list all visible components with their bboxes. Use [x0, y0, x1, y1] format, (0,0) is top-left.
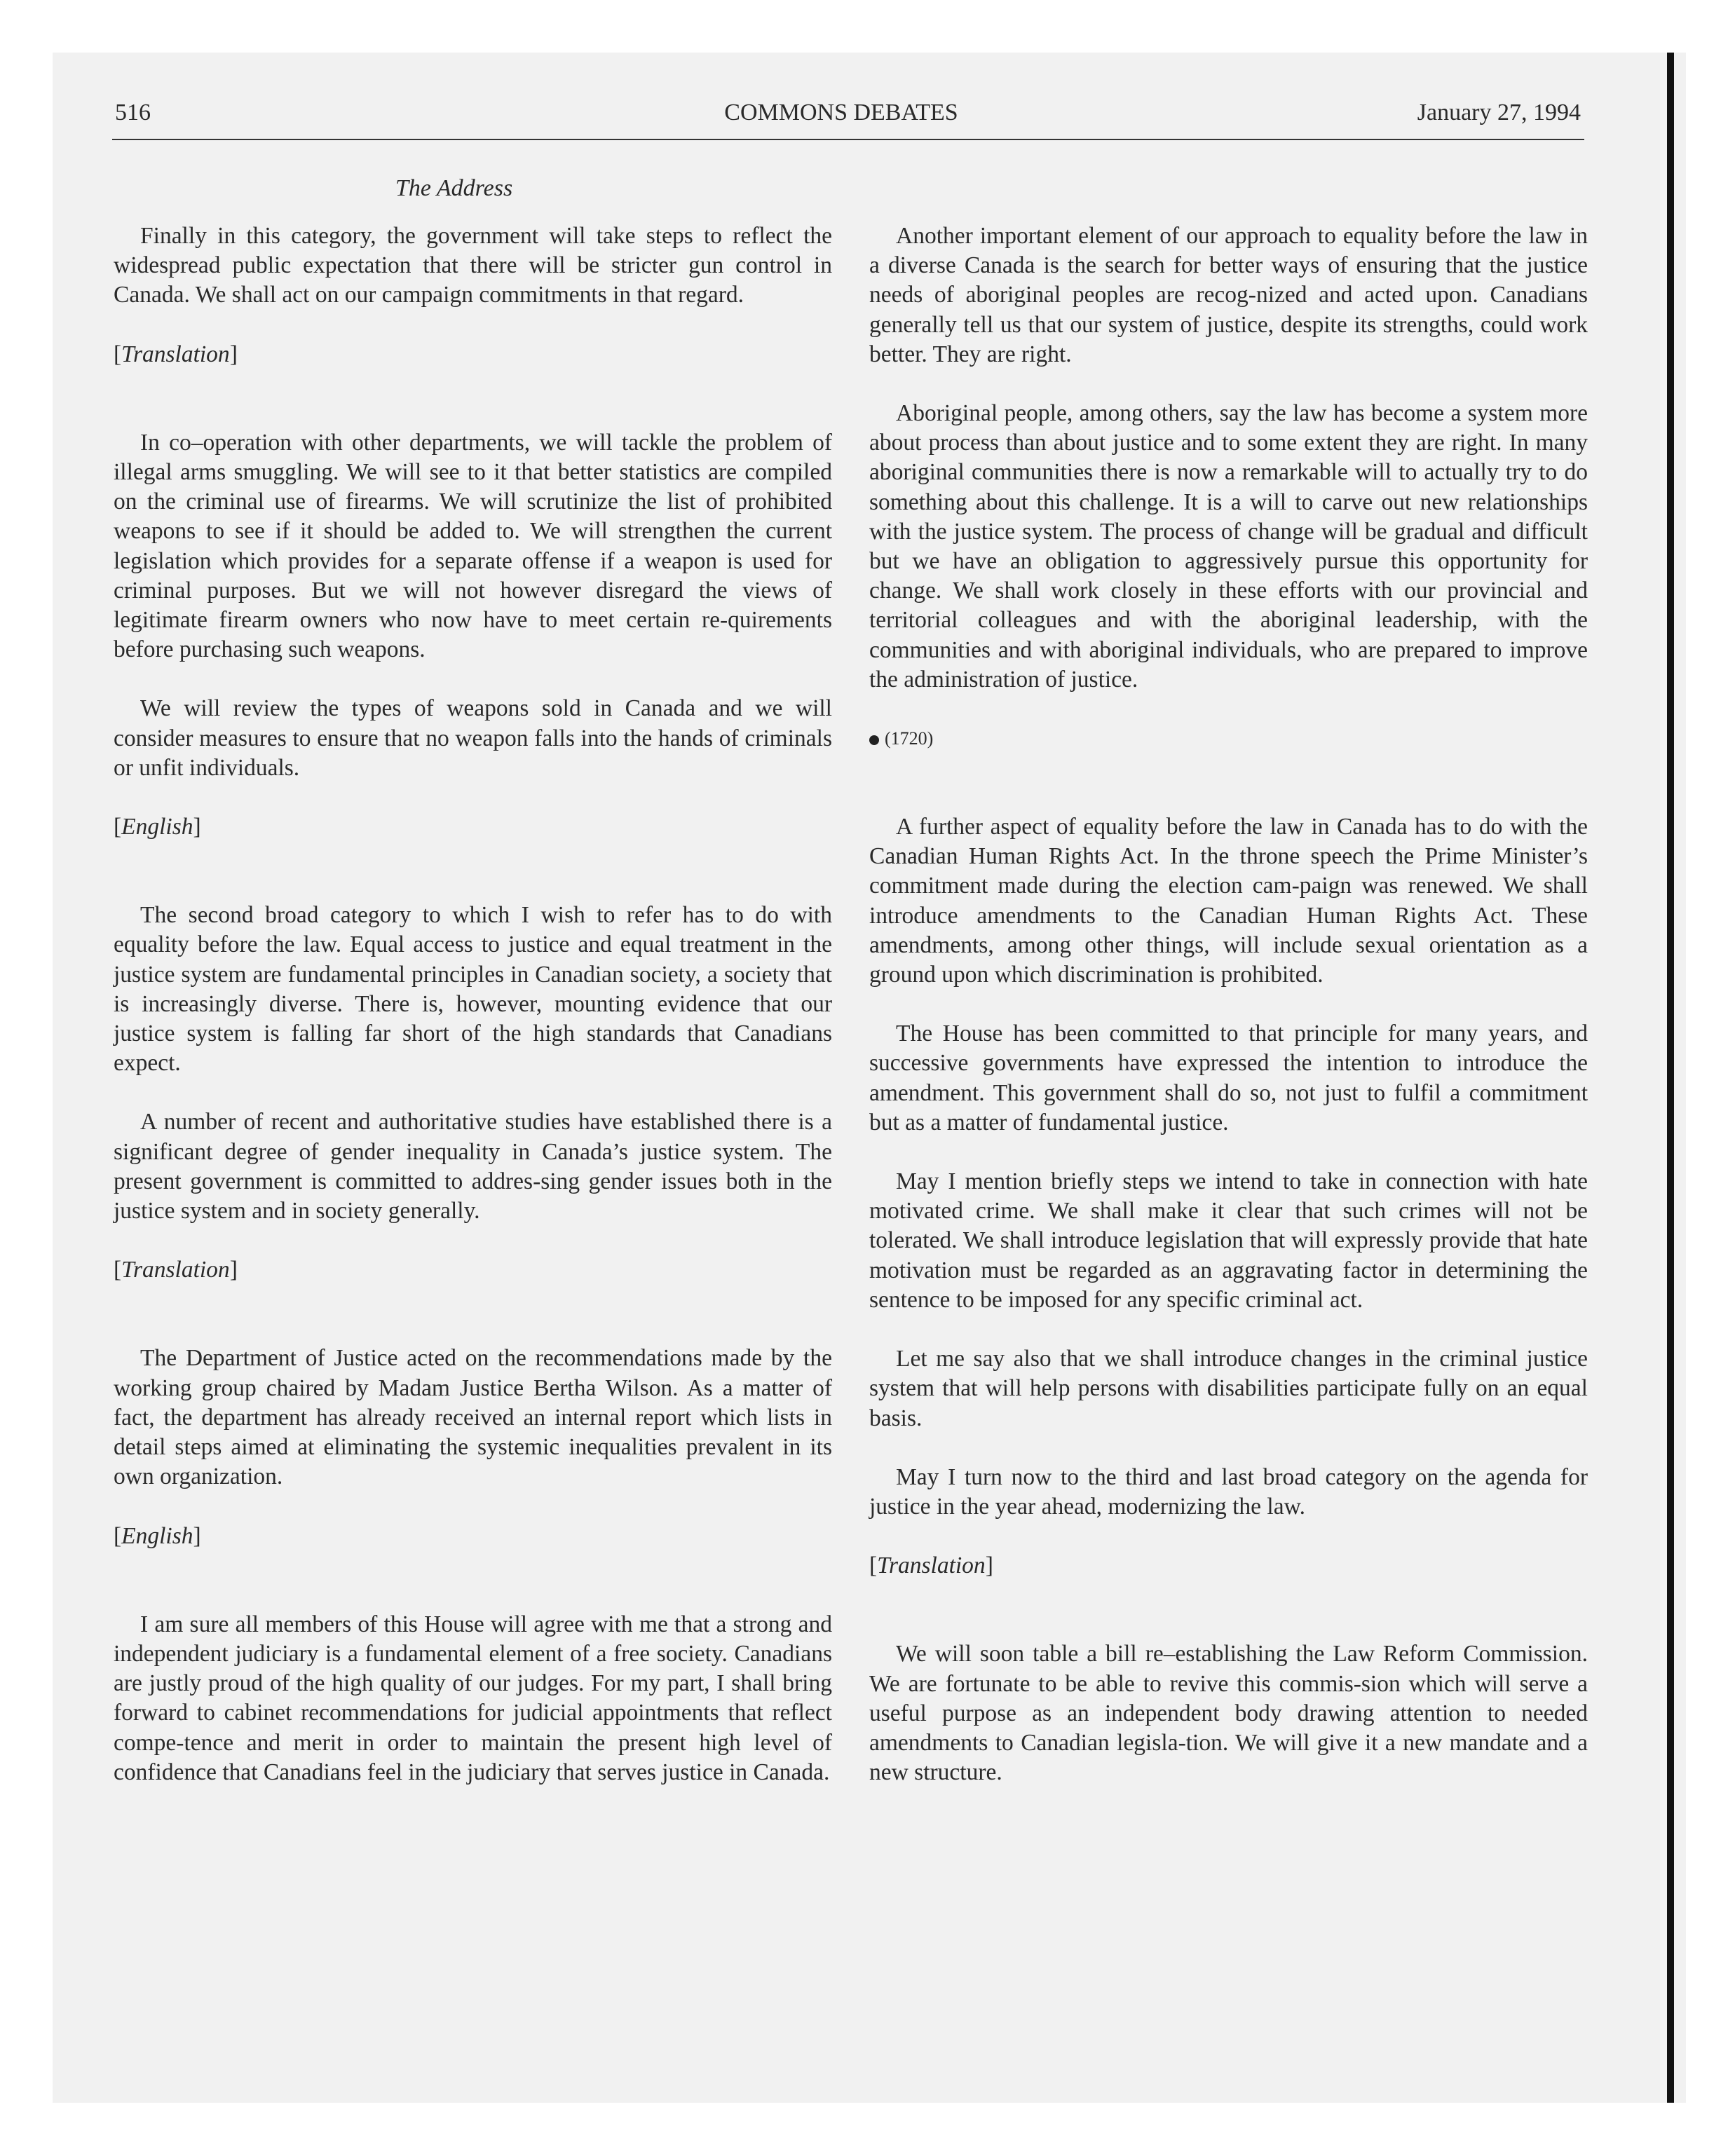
timestamp	[869, 724, 1588, 753]
timestamp-text: (1720)	[885, 728, 934, 749]
section-title: The Address	[395, 175, 513, 201]
language-tag-label: English	[121, 1522, 193, 1549]
language-tag-label: English	[121, 814, 193, 840]
paragraph: A further aspect of equality before the law in Canada has to do with the Canadian Human Rights Act. In the throne speech the Prime Minister’s commitment made during the election cam-paign was renewed. We shall introduce amendments to the Canadian Human Rights Act. These amendments, among other things, will include sexual orientation as a ground upon which discrimination is prohibited.	[869, 814, 1588, 988]
paragraph: The Department of Justice acted on the recommendations made by the working group chaired by Madam Justice Bertha Wilson. As a matter of fact, the department has already received an internal report which lists in detail steps aimed at eliminating the systemic inequalities prevalent in its own organization.	[114, 1345, 832, 1490]
language-tag-label: Translation	[121, 341, 230, 367]
page-number: 516	[115, 100, 151, 125]
paragraph: The House has been committed to that principle for many years, and successive governments have expressed the intention to introduce the amendment. This government shall do so, not just to fulfil a commitment but as a matter of fundamental justice.	[869, 1021, 1588, 1135]
paragraph: May I turn now to the third and last broad category on the agenda for justice in the year ahead, modernizing the law.	[869, 1464, 1588, 1520]
language-tag: [Translation]	[114, 341, 238, 367]
paragraph: A number of recent and authoritative studies have established there is a significant degree of gender inequality in Canada’s justice system. The present government is committed to addres-sing gender issues both in the justice system and in society generally.	[114, 1109, 832, 1224]
paragraph: The second broad category to which I wish to refer has to do with equality before the law. Equal access to justice and equal treatment in the justice system are fundamental principles in Canadian society, a society that is increasingly diverse. There is, however, mounting evidence that our justice system is falling far short of the high standards that Canadians expect.	[114, 902, 832, 1077]
paragraph: May I mention briefly steps we intend to take in connection with hate motivated crime. We shall make it clear that such crimes will not be tolerated. We shall introduce legislation that will expressly provide that hate motivation must be regarded as an aggravating factor in determining the sentence to be imposed for any specific criminal act.	[869, 1168, 1588, 1313]
scan-edge-shadow	[1667, 53, 1674, 2103]
language-tag: [Translation]	[869, 1553, 993, 1579]
language-tag-label: Translation	[121, 1257, 230, 1283]
header-rule	[112, 139, 1584, 140]
language-tag-label: Translation	[877, 1553, 986, 1579]
paragraph: We will soon table a bill re–establishing the Law Reform Commission. We are fortunate to be able to revive this commis-sion which will serve a useful purpose as an independent body drawing attention to needed amendments to Canadian legisla-tion. We will give it a new mandate and a new structure.	[869, 1641, 1588, 1786]
issue-date: January 27, 1994	[1417, 100, 1581, 125]
paragraph: In co–operation with other departments, we will tackle the problem of illegal arms smuggling. We will see to it that better statistics are compiled on the criminal use of firearms. We will scrutinize the list of prohibited weapons to see if it should be added to. We will strengthen the current legislation which provides for a separate offense if a weapon is used for criminal purposes. But we will not however disregard the views of legitimate firearm owners who now have to meet certain re-quirements before purchasing such weapons.	[114, 429, 832, 663]
language-tag: [English]	[114, 814, 201, 840]
journal-title: COMMONS DEBATES	[724, 100, 958, 125]
bullet-icon	[869, 735, 879, 745]
right-column	[869, 221, 1588, 1817]
paragraph: Finally in this category, the government will take steps to reflect the widespread public expectation that there will be stricter gun control in Canada. We shall act on our campaign commitments in that regard.	[114, 223, 832, 308]
paragraph: I am sure all members of this House will agree with me that a strong and independent judiciary is a fundamental element of a free society. Canadians are justly proud of the high quality of our judges. For my part, I shall bring forward to cabinet recommendations for judicial appointments that reflect compe-tence and merit in order to maintain the present high level of confidence that Canadians feel in the judiciary that serves justice in Canada.	[114, 1611, 832, 1785]
paragraph: Aboriginal people, among others, say the law has become a system more about process than about justice and to some extent they are right. In many aboriginal communities there is now a remarkable will to actually try to do something about this challenge. It is a will to carve out new relationships with the justice system. The process of change will be gradual and difficult but we have an obligation to aggressively pursue this opportunity for change. We shall work closely in these efforts with our provincial and territorial colleagues and with the aboriginal leadership, with the communities and with aboriginal individuals, who are prepared to improve the administration of justice.	[869, 400, 1588, 692]
paragraph: Let me say also that we shall introduce changes in the criminal justice system that will help persons with disabilities participate fully on an equal basis.	[869, 1346, 1588, 1431]
paragraph: Another important element of our approach to equality before the law in a diverse Canada is the search for better ways of ensuring that the justice needs of aboriginal peoples are recog-nized and acted upon. Canadians generally tell us that our system of justice, despite its strengths, could work better. They are right.	[869, 223, 1588, 367]
language-tag: [English]	[114, 1522, 201, 1549]
left-column	[114, 221, 832, 1817]
paragraph: We will review the types of weapons sold in Canada and we will consider measures to ensure that no weapon falls into the hands of criminals or unfit individuals.	[114, 695, 832, 781]
language-tag: [Translation]	[114, 1257, 238, 1283]
